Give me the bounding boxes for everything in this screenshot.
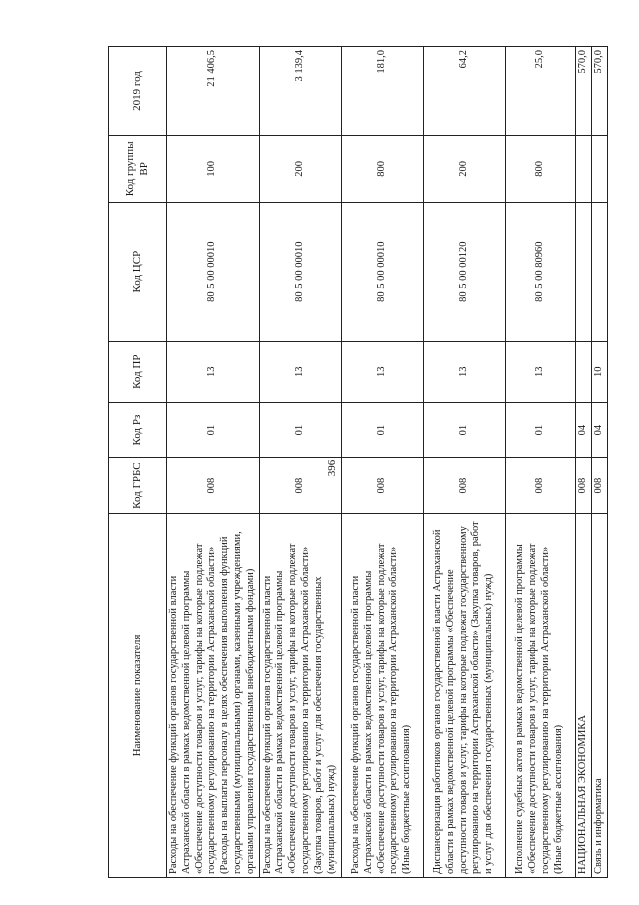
row-rz: 01 [423, 402, 505, 458]
row-rz: 04 [575, 402, 591, 458]
row-pr: 13 [259, 341, 341, 402]
row-grbs: 008 [259, 458, 341, 514]
row-name: Расходы на обеспечение функций органов государственной власти Астраханской области в рамках ведомственной целевой программы «Обеспечение доступности товаров и услуг, тарифы на которые подлежат государственному регулированию на территории Астраханской области» (Иные бюджетные ассигнования) [341, 513, 423, 877]
row-pr: 13 [341, 341, 423, 402]
row-sum: 25,0 [505, 47, 575, 136]
row-vr: 100 [167, 135, 260, 202]
row-vr: 200 [259, 135, 341, 202]
row-vr [575, 135, 591, 202]
header-year: 2019 год [109, 47, 167, 136]
row-csr: 80 5 00 00010 [167, 202, 260, 341]
row-rz: 01 [167, 402, 260, 458]
row-pr: 10 [591, 341, 607, 402]
header-pr: Код ПР [109, 341, 167, 402]
table-row [341, 47, 423, 878]
row-vr: 800 [341, 135, 423, 202]
row-grbs: 008 [575, 458, 591, 514]
table-row [423, 47, 505, 878]
rotated-table-container [108, 46, 604, 878]
row-pr: 13 [423, 341, 505, 402]
row-rz: 04 [591, 402, 607, 458]
row-sum: 21 406,5 [167, 47, 260, 136]
row-sum: 570,0 [575, 47, 591, 136]
row-name: Связь и информатика [591, 513, 607, 877]
row-vr: 800 [505, 135, 575, 202]
row-pr: 13 [167, 341, 260, 402]
page-number: 396 [326, 459, 338, 477]
table-row [259, 47, 341, 878]
row-sum: 181,0 [341, 47, 423, 136]
row-name: Расходы на обеспечение функций органов государственной власти Астраханской области в рамках ведомственной целевой программы «Обеспечение доступности товаров и услуг, тарифы на которые подлежат государственному регулированию на территории Астраханской области» (Расходы на выплаты персоналу в целях обеспечения выполнения функций государственными (муниципальными) органами, казенными учреждениями, органами управления государственными внебюджетными фондами) [167, 513, 260, 877]
row-grbs: 008 [167, 458, 260, 514]
row-grbs: 008 [423, 458, 505, 514]
row-pr: 13 [505, 341, 575, 402]
row-csr [591, 202, 607, 341]
row-csr: 80 5 00 00010 [341, 202, 423, 341]
table-row [505, 47, 575, 878]
row-csr: 80 5 00 00120 [423, 202, 505, 341]
header-vr: Код группы ВР [109, 135, 167, 202]
row-vr [591, 135, 607, 202]
row-sum: 570,0 [591, 47, 607, 136]
header-csr: Код ЦСР [109, 202, 167, 341]
row-rz: 01 [341, 402, 423, 458]
table-row [591, 47, 607, 878]
row-name: НАЦИОНАЛЬНАЯ ЭКОНОМИКА [575, 513, 591, 877]
row-csr: 80 5 00 80960 [505, 202, 575, 341]
row-name: Диспансеризация работников органов государственной власти Астраханской области в рамках ведомственной целевой программы «Обеспечение доступности товаров и услуг, тарифы на которые подлежат государственному регулированию на территории Астраханской области» (Закупка товаров, работ и услуг для обеспечения государственных (муниципальных) нужд) [423, 513, 505, 877]
table-row [167, 47, 260, 878]
table-header-row [109, 47, 167, 878]
row-vr: 200 [423, 135, 505, 202]
row-csr: 80 5 00 00010 [259, 202, 341, 341]
budget-table [108, 46, 608, 878]
table-row [575, 47, 591, 878]
header-rz: Код Рз [109, 402, 167, 458]
header-name: Наименование показателя [109, 513, 167, 877]
row-rz: 01 [259, 402, 341, 458]
row-rz: 01 [505, 402, 575, 458]
row-sum: 3 139,4 [259, 47, 341, 136]
header-grbs: Код ГРБС [109, 458, 167, 514]
row-name: Исполнение судебных актов в рамках ведомственной целевой программы «Обеспечение доступности товаров и услуг, тарифы на которые подлежат государственному регулированию на территории Астраханской области» (Иные бюджетные ассигнования) [505, 513, 575, 877]
row-sum: 64,2 [423, 47, 505, 136]
row-name: Расходы на обеспечение функций органов государственной власти Астраханской области в рамках ведомственной целевой программы «Обеспечение доступности товаров и услуг, тарифы на которые подлежат государственному регулированию на территории Астраханской области» (Закупка товаров, работ и услуг для обеспечения государственных (муниципальных) нужд) [259, 513, 341, 877]
row-pr [575, 341, 591, 402]
row-grbs: 008 [341, 458, 423, 514]
row-grbs: 008 [505, 458, 575, 514]
row-grbs: 008 [591, 458, 607, 514]
row-csr [575, 202, 591, 341]
